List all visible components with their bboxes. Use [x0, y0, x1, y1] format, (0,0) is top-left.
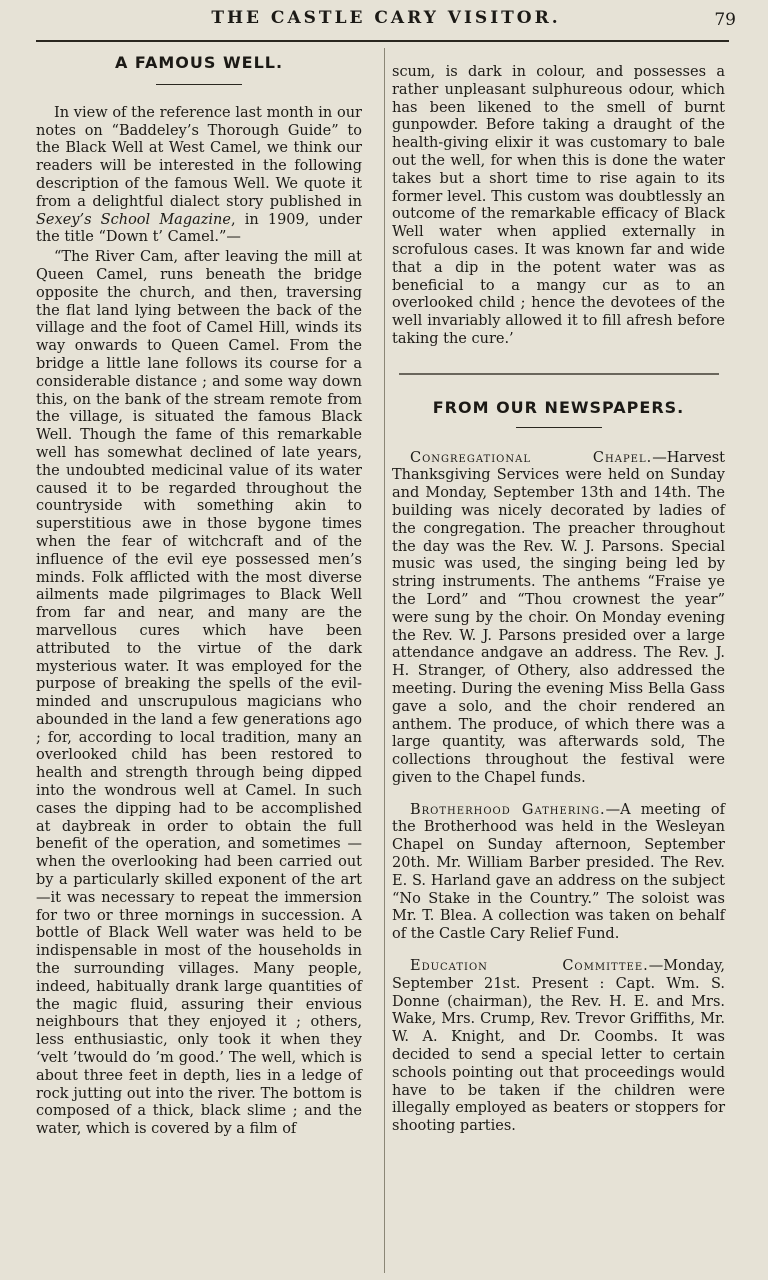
left-column: [36, 54, 362, 1139]
magazine-name: Sexey’s School Magazine: [36, 211, 231, 228]
page-number: 79: [714, 10, 736, 30]
article-heading: A FAMOUS WELL.: [114, 53, 284, 72]
column-divider: [384, 48, 385, 1273]
news-item-congregational-chapel: [392, 450, 725, 788]
news-item-body: —Monday, September 21st. Present : Capt. Wm. S. Donne (chairman), the Rev. H. E. and Mrs. Wake, Mrs. Crump, Rev. Trevor Griffiths, Mr. W. A. Knight, and Dr. Coombs. It was decided to send a special letter to certain schools pointing out that proceedings would have to be taken if the children were illegally employed as beaters or stoppers for shooting parties.: [392, 958, 725, 1135]
news-item-title: Brotherhood Gathering.: [410, 801, 606, 818]
news-item-title: Congregational Chapel.: [410, 449, 653, 466]
header-rule: [36, 40, 729, 42]
heading-rule: [156, 84, 242, 85]
article-quote: “The River Cam, after leaving the mill at Queen Camel, runs beneath the bridge opposite the church, and then, traversing the flat land lying between the back of the village and the foot of Camel Hill, winds its way onwards to Queen Camel. From the bridge a little lane follows its course for a considerable distance ; and some way down this, on the bank of the stream remote from the village, is situated the famous Black Well. Though the fame of this remarkable well has somewhat declined of late years, the undoubted medicinal value of its water caused it to be regarded throughout the countryside with something akin to superstitious awe in those bygone times when the fear of witchcraft and of the influence of the evil eye possessed men’s minds. Folk afflicted with the most diverse ailments made pilgrimages to Black Well from far and near, and many are the marvellous cures which have been attributed to the virtue of the dark mysterious water. It was employed for the purpose of breaking the spells of the evil-minded and unscrupulous magicians who abounded in the land a few generations ago ; for, according to local tradition, many an overlooked child has been restored to health and strength through being dipped into the wondrous well at Camel. In such cases the dipping had to be accomplished at daybreak in order to obtain the full benefit of the operation, and sometimes —when the overlooking had been carried out by a particularly skilled exponent of the art—it was necessary to repeat the immersion for two or three mornings in succession. A bottle of Black Well water was held to be indispensable in most of the households in the surrounding villages. Many people, indeed, habitually drank large quantities of the magic fluid, assuring their envious neighbours that they enjoyed it ; others, less enthusiastic, only took it when they ‘velt ’twould do ’m good.’ The well, which is about three feet in depth, lies in a ledge of rock jutting out into the river. The bottom is composed of a thick, black slime ; and the water, which is covered by a film of: [36, 249, 362, 1138]
newspapers-heading: FROM OUR NEWSPAPERS.: [432, 397, 685, 417]
section-divider: [399, 373, 719, 375]
news-item-education-committee: [392, 958, 725, 1136]
news-item-title: Education Committee.: [410, 958, 649, 975]
article-quote-continued: scum, is dark in colour, and possesses a rather unpleasant sulphureous odour, which has been likened to the smell of burnt gunpowder. Before taking a draught of the health-giving elixir it was customary to bale out the well, for when this is done the water takes but a short time to rise again to its former level. This custom was doubtlessly an outcome of the remarkable efficacy of Black Well water when applied externally in scrofulous cases. It was known far and wide that a dip in the potent water was as beneficial to a mangy cur as to an overlooked child ; hence the devotees of the well invariably allowed it to fill afresh before taking the cure.’: [392, 64, 725, 347]
news-item-brotherhood-gathering: [392, 802, 725, 944]
right-column: [392, 64, 725, 1136]
article-intro: In view of the reference last month in our notes on “Baddeley’s Thorough Guide” to the Black Well at West Camel, we think our readers will be interested in the following description of the famous Well. We quote it from a delightful dialect story published in Sexey’s School Magazine, in 1909, under the title “Down t’ Camel.”—: [36, 104, 362, 246]
heading-rule: [516, 427, 602, 428]
page-header: [36, 8, 736, 32]
journal-title: THE CASTLE CARY VISITOR.: [211, 8, 561, 28]
news-item-body: —A meeting of the Brotherhood was held in the Wesleyan Chapel on Sunday afternoon, September 20th. Mr. William Barber presided. The Rev. E. S. Harland gave an address on the subject “No Stake in the Country.” The soloist was Mr. T. Blea. A collection was taken on behalf of the Castle Cary Relief Fund.: [392, 801, 725, 943]
news-item-body: —Harvest Thanksgiving Services were held on Sunday and Monday, September 13th and 14th. The building was nicely decorated by ladies of the congregation. The preacher throughout the day was the Rev. W. J. Parsons. Special music was used, the singing being led by string instruments. The anthems “Fraise ye the Lord” and “Thou crownest the year” were sung by the choir. On Monday evening the Rev. W. J. Parsons presided over a large attendance andgave an address. The Rev. J. H. Stranger, of Othery, also addressed the meeting. During the evening Miss Bella Gass gave a solo, and the choir rendered an anthem. The produce, of which there was a large quantity, was afterwards sold, The collections throughout the festival were given to the Chapel funds.: [392, 449, 725, 786]
